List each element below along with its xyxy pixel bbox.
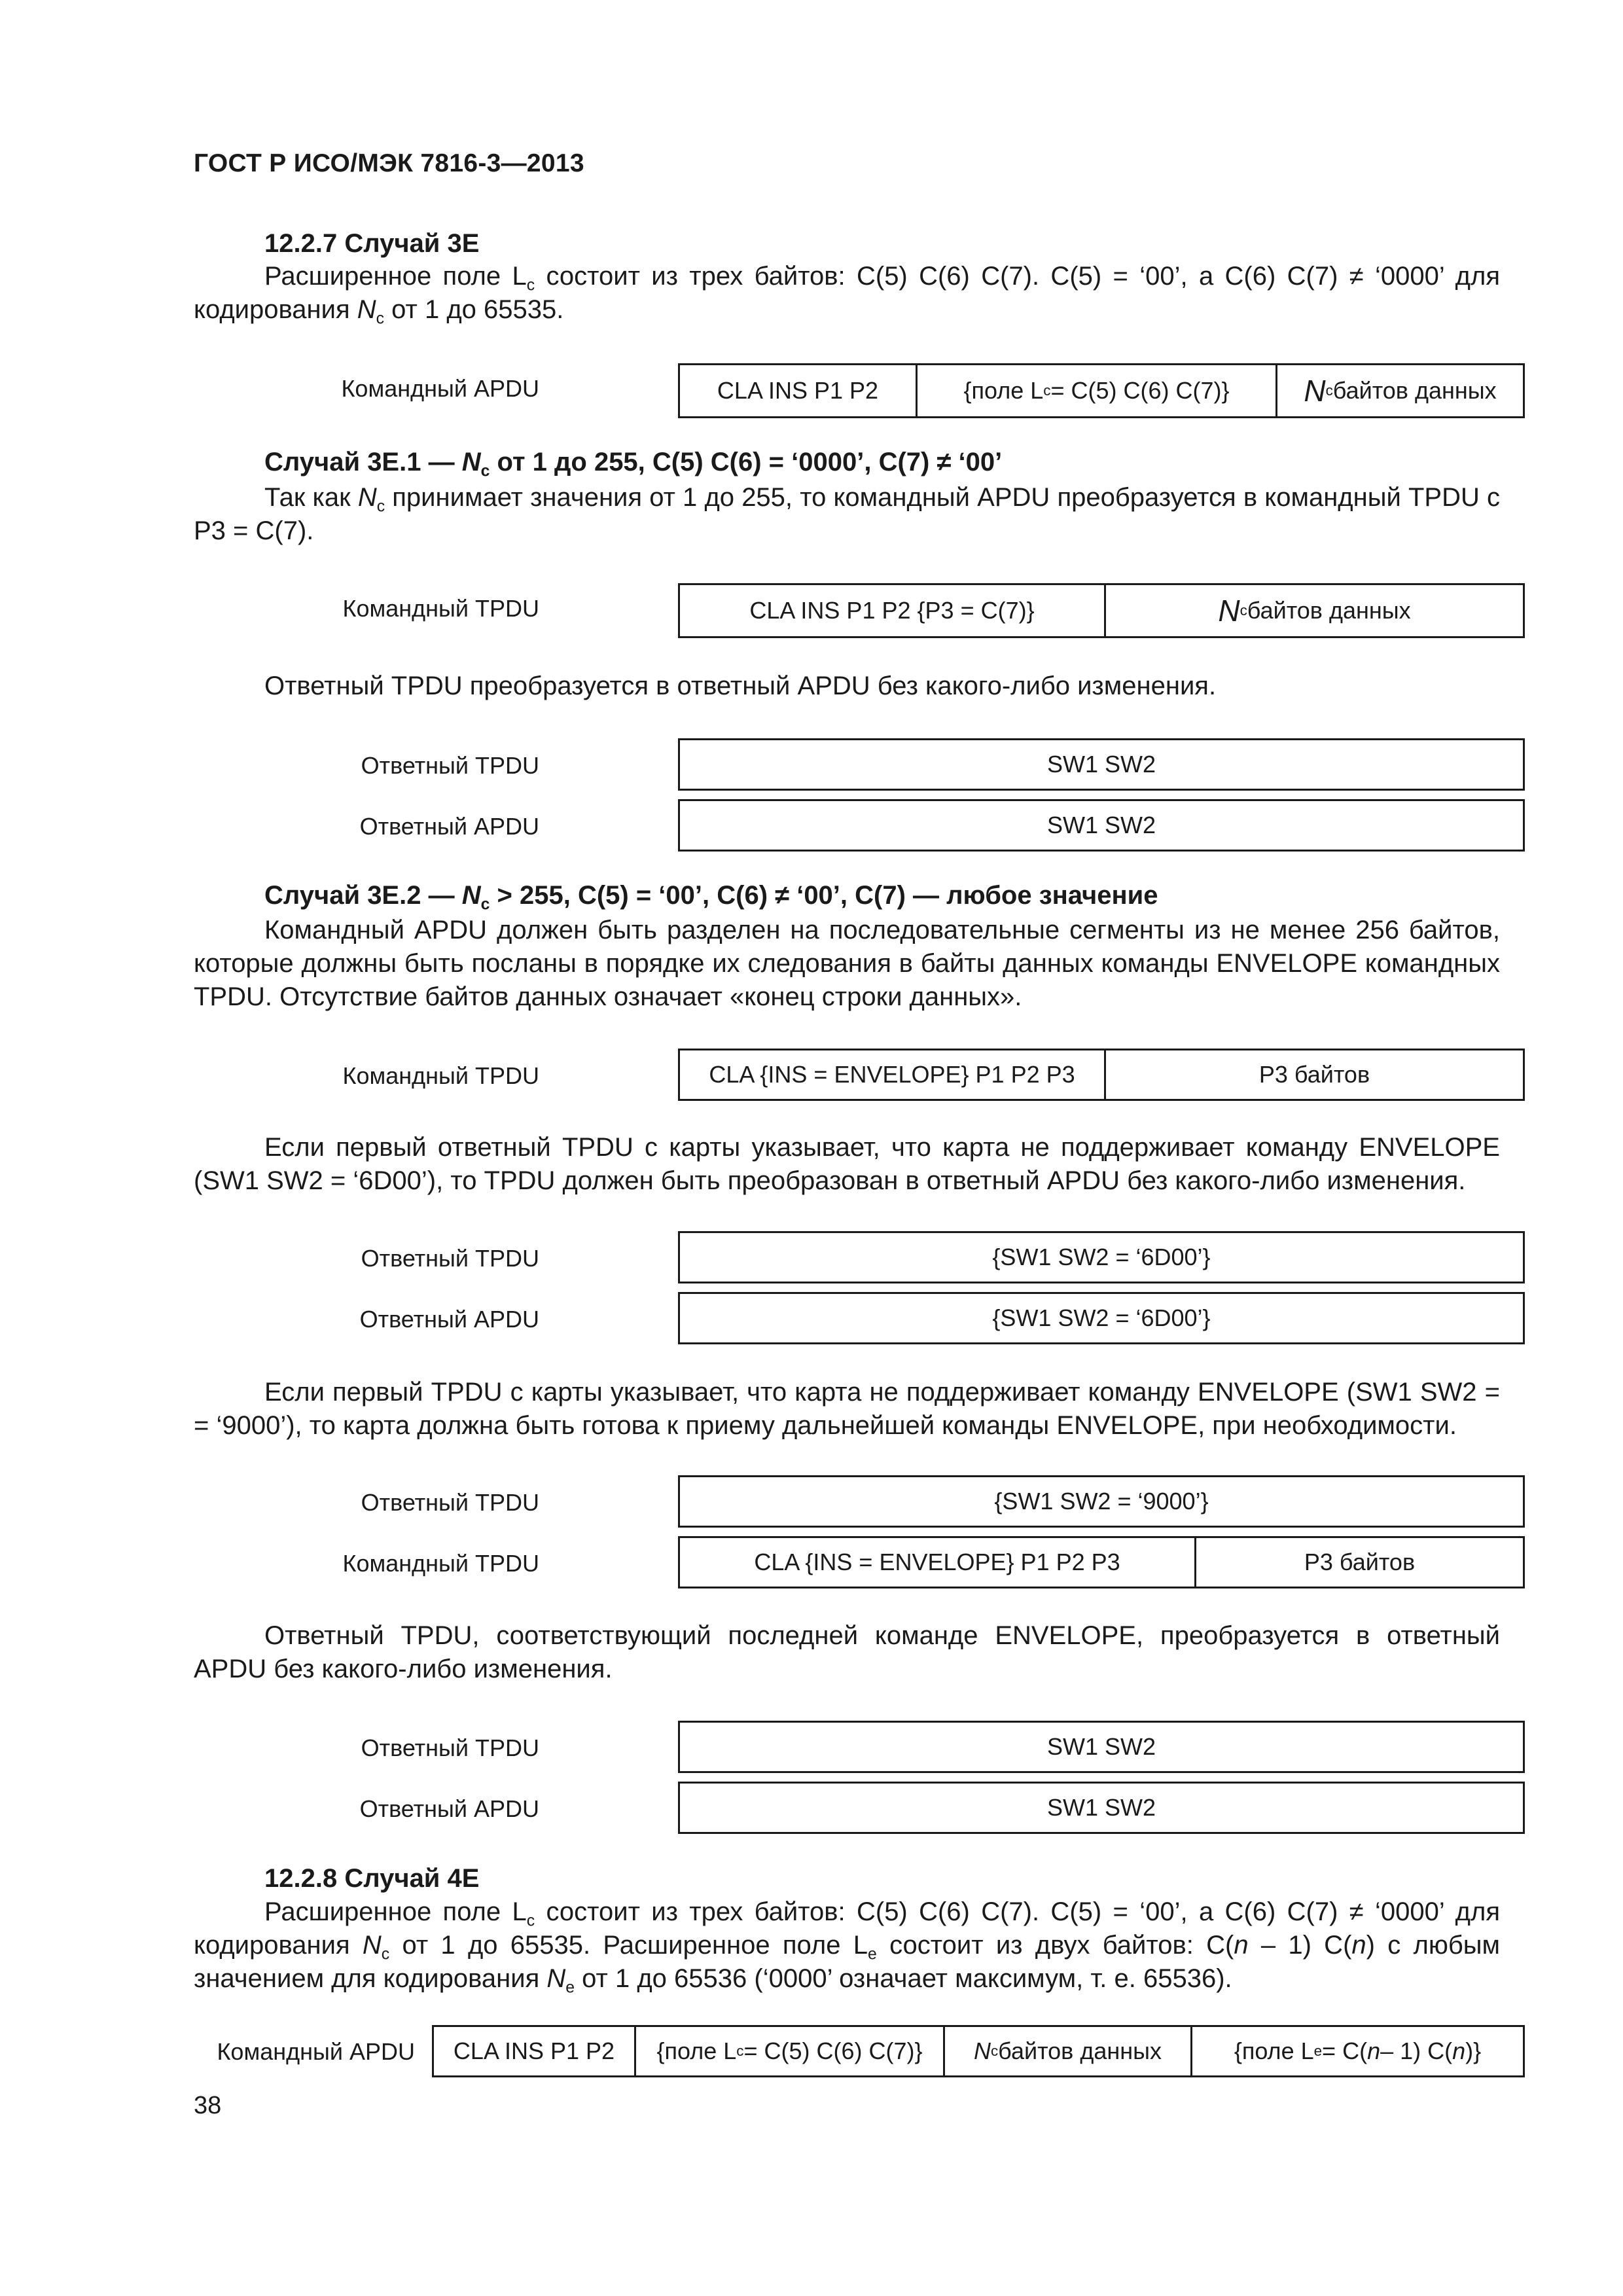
table-cell: {поле L c = C(5) C(6) C(7)} bbox=[634, 2027, 943, 2075]
table-cell: N c байтов данных bbox=[1104, 585, 1523, 636]
paragraph-3e-intro: Расширенное поле $L_c$ состоит из трех байтов: C(5) C(6) C(7). C(5) = ‘00’, а C(6) C(7) ≠ ‘0000’ для кодирования $N_c$ от 1 до 65535. bbox=[194, 262, 1500, 328]
table-cell: N c байтов данных bbox=[943, 2027, 1190, 2075]
table-cell: CLA INS P1 P2 bbox=[717, 377, 879, 404]
apdu-final-box bbox=[678, 1782, 1525, 1834]
envelope-table-1 bbox=[678, 1049, 1525, 1101]
row-label: Ответный APDU bbox=[359, 813, 539, 840]
paragraph-last-envelope: Ответный TPDU, соответствующий последней команде ENVELOPE, преобразуется в ответный APDU без какого-либо изменения. bbox=[194, 1621, 1500, 1683]
section-heading-3e1: Случай 3E.1 — $N_c$ от 1 до 255, C(5) C(6) = ‘0000’, C(7) ≠ ‘00’ bbox=[264, 448, 1003, 480]
table-cell: SW1 SW2 bbox=[1046, 812, 1156, 838]
section-heading-12-2-8: 12.2.8 Случай 4E bbox=[264, 1864, 480, 1893]
tpdu-final-box bbox=[678, 1721, 1525, 1773]
apdu-table-3e bbox=[678, 363, 1525, 418]
tpdu-response-box bbox=[678, 738, 1525, 791]
section-heading-12-2-7: 12.2.7 Случай 3E bbox=[264, 229, 480, 258]
paragraph-3e2: Командный APDU должен быть разделен на последовательные сегменты из не менее 256 байтов, которые должны быть посланы в порядке их следования в байты данных команды ENVELOPE командных TPDU. Отсутствие байтов данных означает «конец строки данных». bbox=[194, 916, 1500, 1011]
table-cell: SW1 SW2 bbox=[1046, 1733, 1156, 1760]
tpdu-table-3e1 bbox=[678, 583, 1525, 638]
apdu-table-4e bbox=[432, 2025, 1525, 2077]
tpdu-6d00-box bbox=[678, 1231, 1525, 1283]
row-label: Командный TPDU bbox=[342, 595, 539, 622]
table-cell: SW1 SW2 bbox=[1046, 751, 1156, 778]
table-cell: CLA {INS = ENVELOPE} P1 P2 P3 bbox=[709, 1061, 1075, 1088]
table-cell: {SW1 SW2 = ‘6D00’} bbox=[992, 1304, 1211, 1331]
table-cell: {SW1 SW2 = ‘6D00’} bbox=[992, 1244, 1211, 1270]
table-cell: P3 байтов bbox=[1194, 1538, 1523, 1587]
table-cell: P3 байтов bbox=[1104, 1050, 1523, 1099]
row-label: Командный APDU bbox=[341, 375, 539, 402]
row-label: Ответный TPDU bbox=[361, 1489, 539, 1516]
table-cell: {поле L c = C(5) C(6) C(7)} bbox=[916, 365, 1275, 416]
apdu-response-box bbox=[678, 799, 1525, 852]
row-label: Ответный APDU bbox=[359, 1306, 539, 1333]
tpdu-9000-box bbox=[678, 1475, 1525, 1528]
paragraph-3e1: Так как $N_c$ принимает значения от 1 до 255, то командный APDU преобразуется в командный TPDU с P3 = C(7). bbox=[194, 483, 1500, 545]
row-label: Ответный APDU bbox=[359, 1795, 539, 1822]
section-heading-3e2: Случай 3E.2 — $N_c > 255$, C(5) = ‘00’, C(6) ≠ ‘00’, C(7) — любое значение bbox=[264, 881, 1158, 914]
table-cell: {SW1 SW2 = ‘9000’} bbox=[994, 1488, 1209, 1515]
apdu-6d00-box bbox=[678, 1292, 1525, 1344]
row-label: Ответный TPDU bbox=[361, 1245, 539, 1272]
row-label: Ответный TPDU bbox=[361, 1734, 539, 1761]
table-cell: {поле L e = C( n – 1) C( n )} bbox=[1190, 2027, 1523, 2075]
page-number: 38 bbox=[194, 2092, 222, 2119]
paragraph-4e-intro: Расширенное поле $L_c$ состоит из трех байтов: C(5) C(6) C(7). C(5) = ‘00’, а C(6) C(7) ≠ ‘0000’ для кодирования $N_c$ от 1 до 65535. Расширенное поле $L_e$ состоит из двух байтов: C(n – 1) C(n) с любым значением для кодирования $N_e$ от 1 до 65536 (‘0000’ означает максимум, т. е. 65536). bbox=[194, 1897, 1500, 1997]
document-header: ГОСТ Р ИСО/МЭК 7816-3—2013 bbox=[194, 149, 584, 177]
row-label: Командный TPDU bbox=[342, 1062, 539, 1089]
paragraph-3e1-response: Ответный TPDU преобразуется в ответный APDU без какого-либо изменения. bbox=[264, 672, 1217, 700]
paragraph-9000: Если первый TPDU с карты указывает, что карта не поддерживает команду ENVELOPE (SW1 SW2 = = ‘9000’), то карта должна быть готова к приему дальнейшей команды ENVELOPE, при необходимости. bbox=[194, 1378, 1500, 1440]
table-cell: CLA {INS = ENVELOPE} P1 P2 P3 bbox=[754, 1549, 1120, 1575]
paragraph-6d00: Если первый ответный TPDU с карты указывает, что карта не поддерживает команду ENVELOPE (SW1 SW2 = ‘6D00’), то TPDU должен быть преобразован в ответный APDU без какого-либо изменения. bbox=[194, 1133, 1500, 1195]
table-cell: SW1 SW2 bbox=[1046, 1794, 1156, 1821]
row-label: Командный APDU bbox=[217, 2038, 415, 2065]
table-cell: CLA INS P1 P2 bbox=[453, 2037, 615, 2064]
envelope-table-2 bbox=[678, 1536, 1525, 1588]
row-label: Командный TPDU bbox=[342, 1550, 539, 1577]
row-label: Ответный TPDU bbox=[361, 752, 539, 779]
table-cell: CLA INS P1 P2 {P3 = C(7)} bbox=[749, 597, 1035, 624]
table-cell: N c байтов данных bbox=[1275, 365, 1523, 416]
